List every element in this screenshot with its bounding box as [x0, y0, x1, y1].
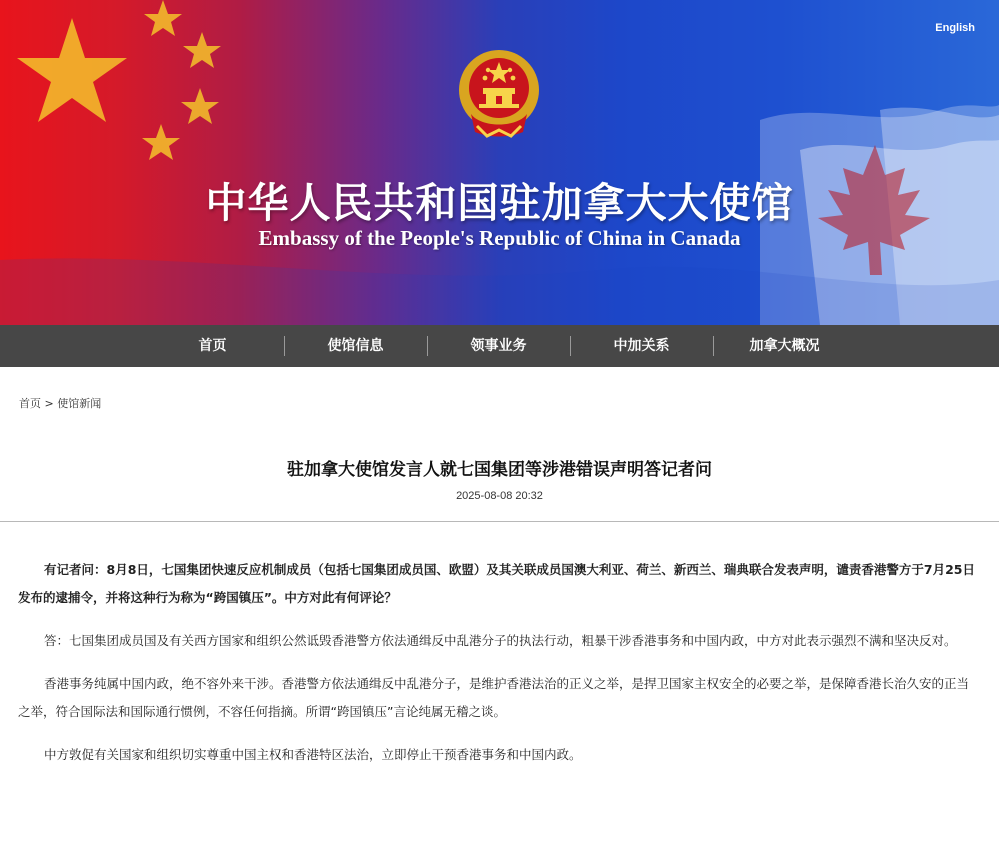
english-link[interactable]: English — [935, 22, 975, 34]
article-paragraph: 中方敦促有关国家和组织切实尊重中国主权和香港特区法治，立即停止干预香港事务和中国内政。 — [44, 747, 582, 762]
star-icon — [142, 124, 180, 160]
breadcrumb-separator: > — [44, 397, 54, 410]
breadcrumb — [19, 395, 101, 411]
star-icon — [181, 88, 219, 124]
embassy-title-english: Embassy of the People's Republic of China in Canada — [258, 226, 741, 250]
nav-item-canada-overview[interactable]: 加拿大概况 — [713, 336, 856, 356]
article-date: 2025-08-08 20:32 — [456, 490, 543, 502]
breadcrumb-section[interactable]: 使馆新闻 — [57, 397, 102, 410]
embassy-title-chinese: 中华人民共和国驻加拿大大使馆 — [205, 179, 794, 227]
nav-item-embassy-info[interactable]: 使馆信息 — [284, 336, 427, 356]
article-paragraph: 香港事务纯属中国内政，绝不容外来干涉。香港警方依法通缉反中乱港分子，是维护香港法治的正义之举，是捍卫国家主权安全的必要之举，是保障香港长治久安的正当之举，符合国际法和国际通行惯例，不容任何指摘。所谓“跨国镇压”言论纯属无稽之谈。 — [18, 676, 970, 719]
article-body — [18, 556, 978, 784]
header-banner — [0, 0, 999, 325]
main-navigation — [0, 325, 999, 367]
article-title: 驻加拿大使馆发言人就七国集团等涉港错误声明答记者问 — [287, 460, 712, 480]
star-icon — [144, 0, 182, 36]
star-icon — [183, 32, 221, 68]
national-emblem-icon — [457, 48, 541, 140]
breadcrumb-home[interactable]: 首页 — [19, 397, 41, 410]
divider — [0, 521, 999, 522]
nav-item-home[interactable]: 首页 — [198, 338, 227, 354]
nav-item-consular[interactable]: 领事业务 — [427, 336, 570, 356]
nav-list — [142, 336, 856, 356]
nav-item-china-canada[interactable]: 中加关系 — [570, 336, 713, 356]
star-icon — [17, 18, 127, 122]
article-paragraph: 答：七国集团成员国及有关西方国家和组织公然诋毁香港警方依法通缉反中乱港分子的执法行动，粗暴干涉香港事务和中国内政，中方对此表示强烈不满和坚决反对。 — [44, 633, 957, 648]
article-paragraph-question: 有记者问：8月8日，七国集团快速反应机制成员（包括七国集团成员国、欧盟）及其关联成员国澳大利亚、荷兰、新西兰、瑞典联合发表声明，谴责香港警方于7月25日发布的逮捕令，并将这种行为称为“跨国镇压”。中方对此有何评论？ — [18, 562, 975, 605]
